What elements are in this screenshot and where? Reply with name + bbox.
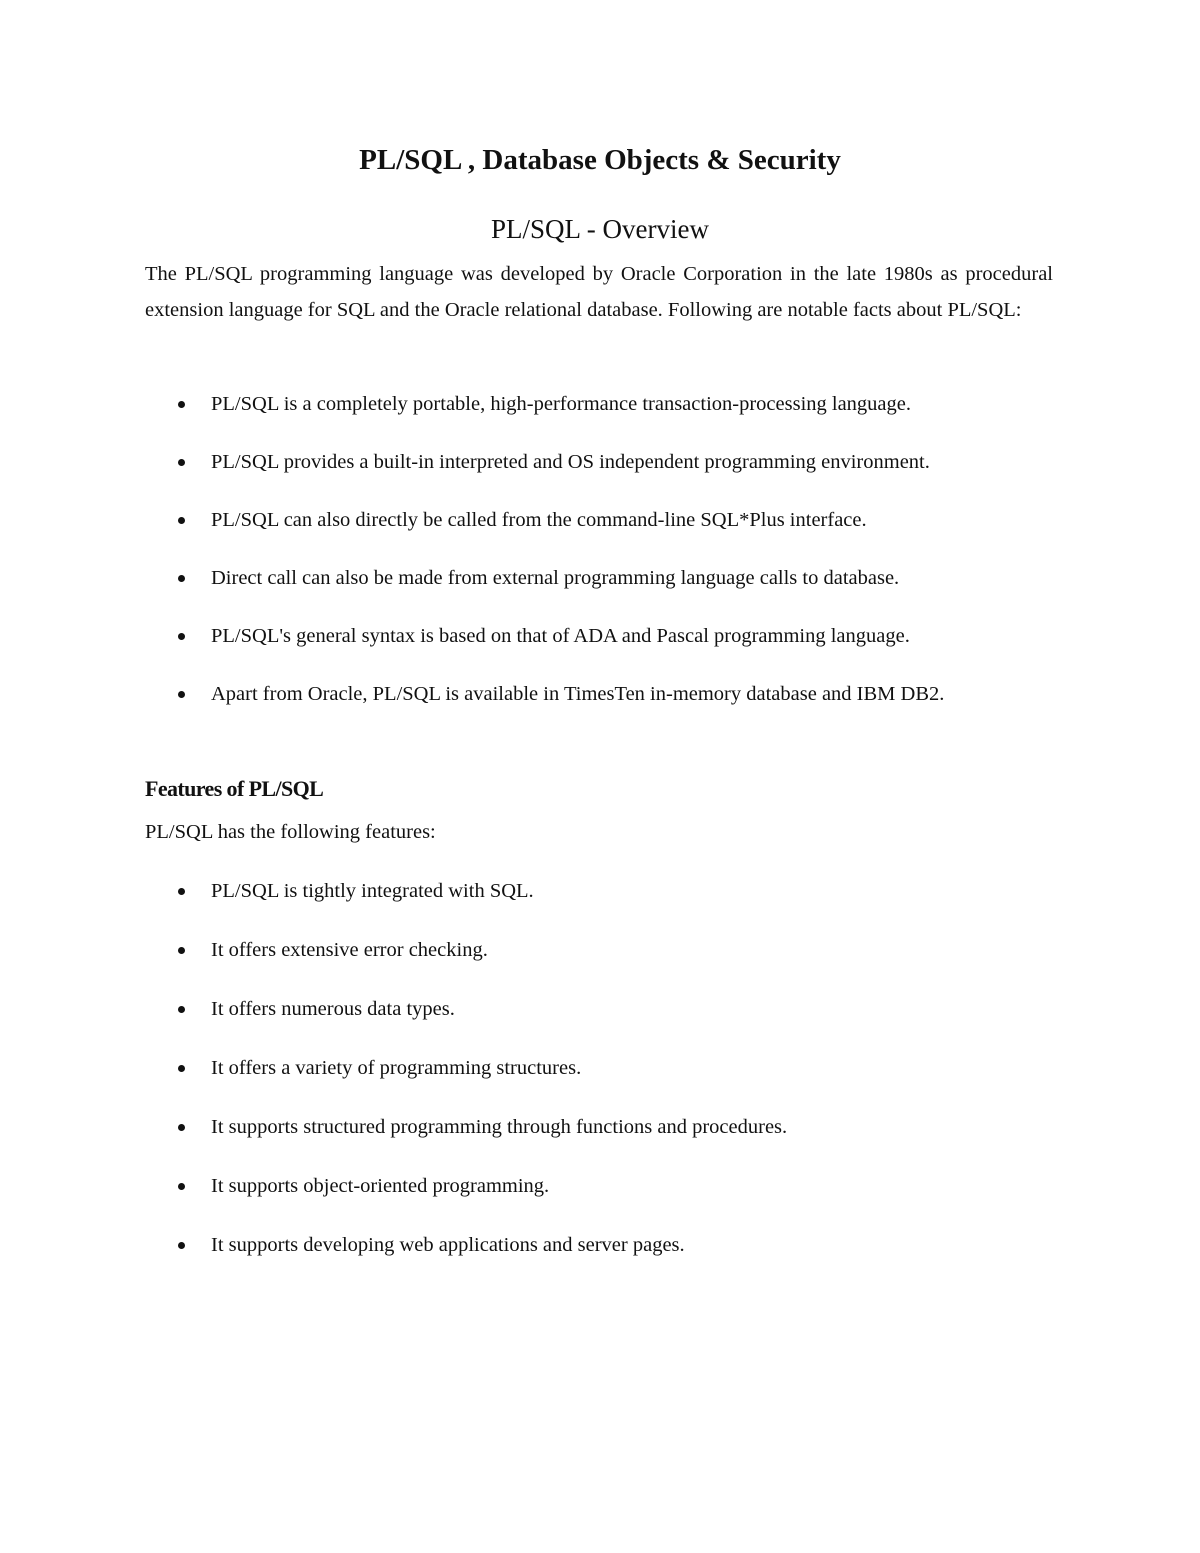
list-item-text: It offers a variety of programming structures. bbox=[211, 1057, 582, 1079]
list-item bbox=[145, 560, 1055, 596]
list-item-text: Direct call can also be made from external programming language calls to database. bbox=[211, 567, 900, 589]
intro-paragraph: The PL/SQL programming language was developed by Oracle Corporation in the late 1980s as procedural extension language for SQL and the Oracle relational database. Following are notable facts about PL/SQL: bbox=[145, 263, 1053, 321]
list-item bbox=[145, 444, 1055, 480]
page-title: PL/SQL , Database Objects & Security bbox=[359, 144, 841, 176]
bullet-icon bbox=[178, 1183, 185, 1190]
list-item-text: PL/SQL is a completely portable, high-performance transaction-processing language. bbox=[211, 393, 912, 415]
bullet-icon bbox=[178, 575, 185, 582]
list-item bbox=[145, 991, 1055, 1027]
list-item-text: It supports structured programming through functions and procedures. bbox=[211, 1116, 788, 1138]
list-item-text: PL/SQL provides a built-in interpreted and OS independent programming environment. bbox=[211, 451, 930, 473]
list-item-text: PL/SQL's general syntax is based on that of ADA and Pascal programming language. bbox=[211, 625, 910, 647]
list-item-text: It supports object-oriented programming. bbox=[211, 1175, 550, 1197]
features-bullet-list bbox=[145, 873, 1055, 1286]
bullet-icon bbox=[178, 633, 185, 640]
list-item bbox=[145, 502, 1055, 538]
bullet-icon bbox=[178, 947, 185, 954]
list-item-text: It offers extensive error checking. bbox=[211, 939, 488, 961]
list-item-text: It supports developing web applications and server pages. bbox=[211, 1234, 685, 1256]
bullet-icon bbox=[178, 1006, 185, 1013]
bullet-icon bbox=[178, 1242, 185, 1249]
bullet-icon bbox=[178, 1065, 185, 1072]
bullet-icon bbox=[178, 888, 185, 895]
list-item bbox=[145, 676, 1055, 712]
bullet-icon bbox=[178, 691, 185, 698]
list-item bbox=[145, 932, 1055, 968]
list-item bbox=[145, 1227, 1055, 1263]
list-item-text: PL/SQL can also directly be called from the command-line SQL*Plus interface. bbox=[211, 509, 867, 531]
bullet-icon bbox=[178, 517, 185, 524]
bullet-icon bbox=[178, 401, 185, 408]
list-item-text: PL/SQL is tightly integrated with SQL. bbox=[211, 880, 534, 902]
list-item-text: Apart from Oracle, PL/SQL is available in TimesTen in-memory database and IBM DB2. bbox=[211, 683, 945, 705]
list-item bbox=[145, 1050, 1055, 1086]
features-heading: Features of PL/SQL bbox=[145, 776, 324, 801]
document-page bbox=[145, 0, 1055, 1553]
features-intro: PL/SQL has the following features: bbox=[145, 821, 436, 843]
bullet-icon bbox=[178, 459, 185, 466]
list-item bbox=[145, 873, 1055, 909]
list-item bbox=[145, 1109, 1055, 1145]
section-title-overview: PL/SQL - Overview bbox=[491, 214, 709, 244]
bullet-icon bbox=[178, 1124, 185, 1131]
list-item bbox=[145, 1168, 1055, 1204]
list-item-text: It offers numerous data types. bbox=[211, 998, 455, 1020]
list-item bbox=[145, 386, 1055, 422]
list-item bbox=[145, 618, 1055, 654]
overview-bullet-list bbox=[145, 386, 1055, 734]
